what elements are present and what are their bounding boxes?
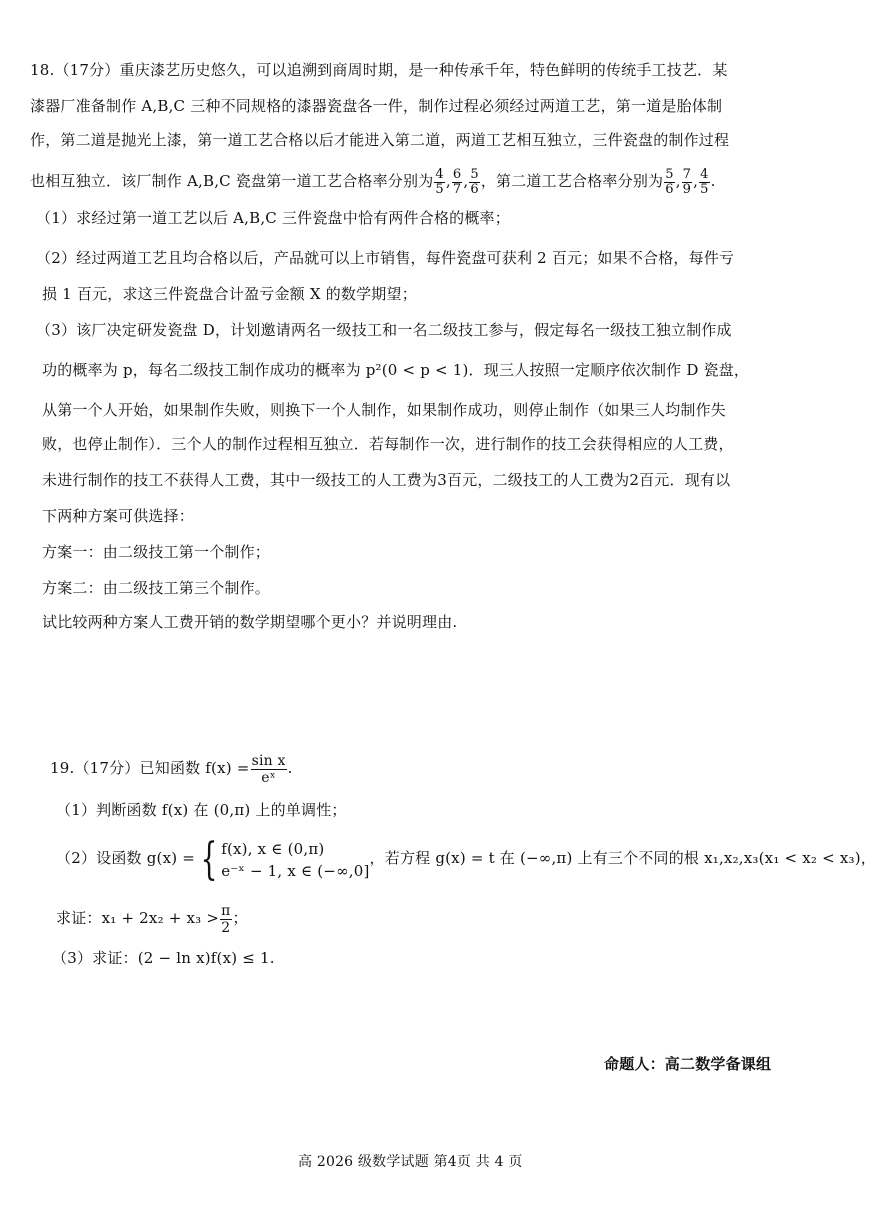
q18-ask: 试比较两种方案人工费开销的数学期望哪个更小？并说明理由.	[42, 613, 458, 631]
first-rate-a: $\frac{4}{5}$	[435, 166, 444, 197]
second-rate-a: $\frac{5}{6}$	[665, 166, 674, 197]
q18-part3-line5: 未进行制作的技工不获得人工费，其中一级技工的人工费为3百元，二级技工的人工费为2百元．现有以	[42, 471, 731, 489]
q18-part2-line1: （2）经过两道工艺且均合格以后，产品就可以上市销售，每件瓷盘可获利 2 百元；如果不合格，每件亏	[36, 249, 735, 267]
second-rate-b: $\frac{7}{9}$	[682, 166, 692, 197]
q18-part3-line3: 从第一个人开始，如果制作失败，则换下一个人制作，如果制作成功，则停止制作（如果三人均制作失	[42, 401, 727, 419]
q19-function-fraction: $\frac{\text{sin x}}{\text{eˣ}}$	[251, 752, 286, 786]
q18-part3-line4: 败，也停止制作）．三个人的制作过程相互独立．若每制作一次，进行制作的技工会获得相应的人工费，	[42, 435, 734, 453]
left-brace: {	[200, 834, 218, 885]
q19-part2-text-a: （2）设函数 g(x) =	[56, 849, 196, 867]
q18-line4: 也相互独立．该厂制作 A,B,C 瓷盘第一道工艺合格率分别为 $\frac{4}{5}$ , $\frac{6}{7}$ , $\frac{5}{6}$ ，第二道工艺合格率分别为 $\frac{5}{6}$ , $\frac{7}{9}$ , $\frac{4}{5}$ .	[30, 166, 716, 197]
case-1: f(x), x ∈ (0,π)	[221, 840, 325, 858]
q18-plan2: 方案二：由二级技工第三个制作。	[42, 579, 271, 597]
piecewise-definition	[195, 835, 370, 883]
page-footer: 高 2026 级数学试题 第4页 共 4 页	[298, 1154, 523, 1170]
q18-part3-line1: （3）该厂决定研发瓷盘 D，计划邀请两名一级技工和一名二级技工参与，假定每名一级技工独立制作成	[36, 321, 732, 339]
q18-line3: 作，第二道是抛光上漆，第一道工艺合格以后才能进入第二道，两道工艺相互独立，三件瓷盘的制作过程	[30, 131, 730, 149]
first-rate-b: $\frac{6}{7}$	[452, 166, 462, 197]
q18-line4-text-a: 也相互独立．该厂制作 A,B,C 瓷盘第一道工艺合格率分别为	[30, 172, 434, 190]
second-rate-c: $\frac{4}{5}$	[700, 166, 709, 197]
q18-part1: （1）求经过第一道工艺以后 A,B,C 三件瓷盘中恰有两件合格的概率；	[36, 209, 510, 227]
q19-stem-text-b: .	[287, 759, 293, 777]
first-rate-c: $\frac{5}{6}$	[470, 166, 479, 197]
piecewise-cases	[221, 838, 369, 882]
q19-part2-text-b: ，若方程 g(x) = t 在 (−∞,π) 上有三个不同的根 x₁,x₂,x₃(x₁ < x₂ < x₃)，	[369, 849, 876, 867]
q19-stem-text-a: 19.（17分）已知函数 f(x) =	[50, 759, 250, 777]
author-credit: 命题人：高二数学备课组	[604, 1055, 772, 1073]
q19-prove	[56, 898, 248, 938]
q19-prove-text-b: ；	[232, 909, 248, 927]
q19-stem	[50, 748, 293, 788]
q18-plan1: 方案一：由二级技工第一个制作；	[42, 543, 271, 561]
pi-over-two: $\frac{\pi}{2}$	[221, 902, 231, 936]
q18-part3-line2: 功的概率为 p，每名二级技工制作成功的概率为 p²(0 < p < 1)．现三人按照一定顺序依次制作 D 瓷盘，	[42, 361, 750, 379]
q18-part2-line2: 损 1 百元，求这三件瓷盘合计盈亏金额 X 的数学期望；	[42, 285, 417, 303]
q18-line1: 18.（17分）重庆漆艺历史悠久，可以追溯到商周时期，是一种传承千年，特色鲜明的传统手工技艺．某	[30, 61, 728, 79]
q19-prove-text-a: 求证：x₁ + 2x₂ + x₃ >	[56, 909, 220, 927]
q19-part2	[56, 834, 876, 883]
q19-part1: （1）判断函数 f(x) 在 (0,π) 上的单调性；	[56, 801, 347, 819]
case-2: e⁻ˣ − 1, x ∈ (−∞,0]	[221, 862, 370, 880]
q18-part3-line6: 下两种方案可供选择：	[42, 507, 195, 525]
q18-line4-text-c: .	[710, 172, 716, 190]
q19-part3: （3）求证：(2 − ln x)f(x) ≤ 1.	[52, 949, 275, 967]
q18-line4-text-b: ，第二道工艺合格率分别为	[480, 172, 664, 190]
q18-line2: 漆器厂准备制作 A,B,C 三种不同规格的漆器瓷盘各一件，制作过程必须经过两道工艺，第一道是胎体制	[30, 97, 723, 115]
